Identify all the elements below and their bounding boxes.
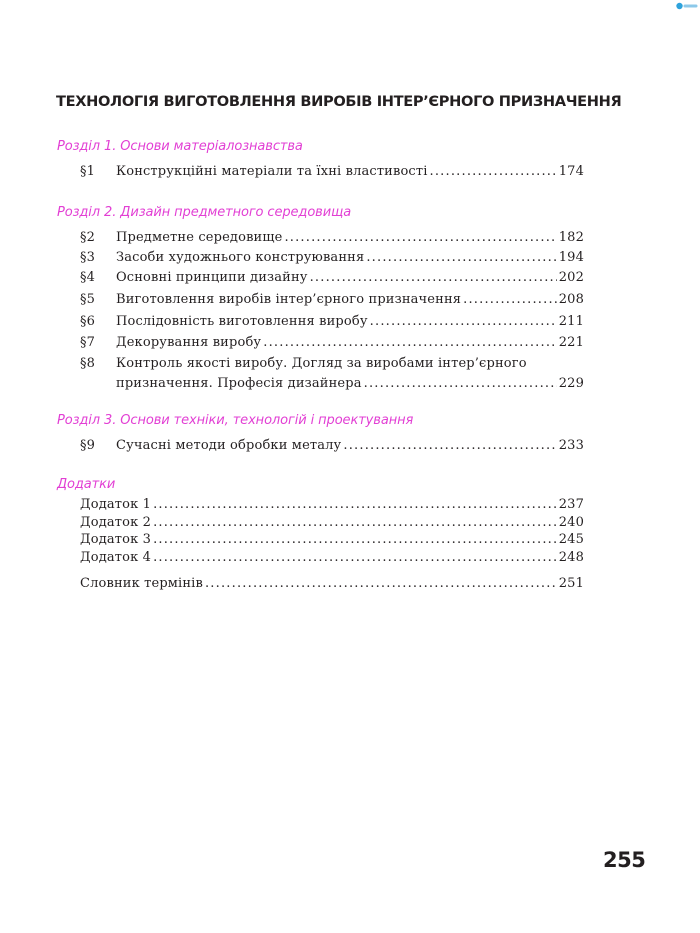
entry-page: 233 <box>558 438 584 453</box>
dot-leader <box>284 228 556 248</box>
page-number: 255 <box>603 848 646 872</box>
entry-title: Основні принципи дизайну <box>116 270 308 285</box>
section-heading-2: Розділ 2. Дизайн предметного середовища <box>57 205 352 220</box>
dot-leader <box>463 290 557 310</box>
entry-title: Засоби художнього конструювання <box>116 250 365 265</box>
toc-entry-3[interactable] <box>80 248 584 268</box>
dot-leader <box>366 248 556 268</box>
entry-page: 208 <box>558 292 584 307</box>
dot-leader <box>205 574 557 594</box>
toc-entry-1[interactable] <box>80 162 584 182</box>
toc-entry-7[interactable] <box>80 333 584 353</box>
toc-entry-5[interactable] <box>80 290 584 310</box>
entry-title: Конструкційні матеріали та їхні властивості <box>116 164 428 179</box>
paragraph-number: §4 <box>80 270 96 285</box>
entry-page: 229 <box>558 376 584 391</box>
paragraph-number: §8 <box>80 356 96 371</box>
entry-page: 237 <box>558 497 584 512</box>
entry-page: 202 <box>558 270 584 285</box>
dot-leader <box>430 162 557 182</box>
main-title: ТЕХНОЛОГІЯ ВИГОТОВЛЕННЯ ВИРОБІВ ІНТЕР’ЄРНОГО ПРИЗНАЧЕННЯ <box>56 93 622 110</box>
entry-title: Додаток 4 <box>80 550 152 565</box>
dot-leader <box>153 495 557 515</box>
section-heading-3: Розділ 3. Основи техніки, технологій і проектування <box>57 413 414 428</box>
entry-page: 211 <box>558 314 584 329</box>
glossary-entry[interactable] <box>80 574 584 594</box>
entry-page: 240 <box>558 515 584 530</box>
entry-title-line-2: призначення. Професія дизайнера <box>116 376 362 391</box>
paragraph-number: §9 <box>80 438 96 453</box>
entry-title-line-1: Контроль якості виробу. Догляд за виробами інтер’єрного <box>116 356 527 371</box>
dot-leader <box>343 436 556 456</box>
entry-title: Послідовність виготовлення виробу <box>116 314 368 329</box>
paragraph-number: §6 <box>80 314 96 329</box>
paragraph-number: §5 <box>80 292 96 307</box>
appendix-entry-3[interactable] <box>80 530 584 550</box>
section-heading-1: Розділ 1. Основи матеріалознавства <box>57 139 303 154</box>
entry-title: Додаток 2 <box>80 515 152 530</box>
toc-entry-2[interactable] <box>80 228 584 248</box>
dot-leader <box>370 312 557 332</box>
entry-title: Предметне середовище <box>116 230 283 245</box>
dot-leader <box>263 333 557 353</box>
entry-page: 182 <box>558 230 584 245</box>
toc-entry-9[interactable] <box>80 436 584 456</box>
dot-leader <box>153 530 557 550</box>
toc-entry-4[interactable] <box>80 268 584 288</box>
toc-entry-8[interactable] <box>80 354 584 394</box>
entry-title: Словник термінів <box>80 576 203 591</box>
publisher-logo-icon <box>676 2 698 10</box>
entry-page: 245 <box>558 532 584 547</box>
paragraph-number: §1 <box>80 164 96 179</box>
entry-page: 174 <box>558 164 584 179</box>
toc-entry-6[interactable] <box>80 312 584 332</box>
entry-title: Декорування виробу <box>116 335 262 350</box>
dot-leader <box>310 268 557 288</box>
appendix-entry-4[interactable] <box>80 548 584 568</box>
section-heading-appendices: Додатки <box>57 477 116 492</box>
entry-title: Сучасні методи обробки металу <box>116 438 342 453</box>
entry-title: Виготовлення виробів інтер’єрного призначення <box>116 292 462 307</box>
appendix-entry-1[interactable] <box>80 495 584 515</box>
entry-page: 248 <box>558 550 584 565</box>
paragraph-number: §3 <box>80 250 96 265</box>
entry-page: 251 <box>558 576 584 591</box>
entry-title: Додаток 1 <box>80 497 152 512</box>
dot-leader <box>364 374 557 394</box>
paragraph-number: §7 <box>80 335 96 350</box>
paragraph-number: §2 <box>80 230 96 245</box>
dot-leader <box>153 548 557 568</box>
entry-page: 221 <box>558 335 584 350</box>
entry-title: Додаток 3 <box>80 532 152 547</box>
entry-page: 194 <box>558 250 584 265</box>
